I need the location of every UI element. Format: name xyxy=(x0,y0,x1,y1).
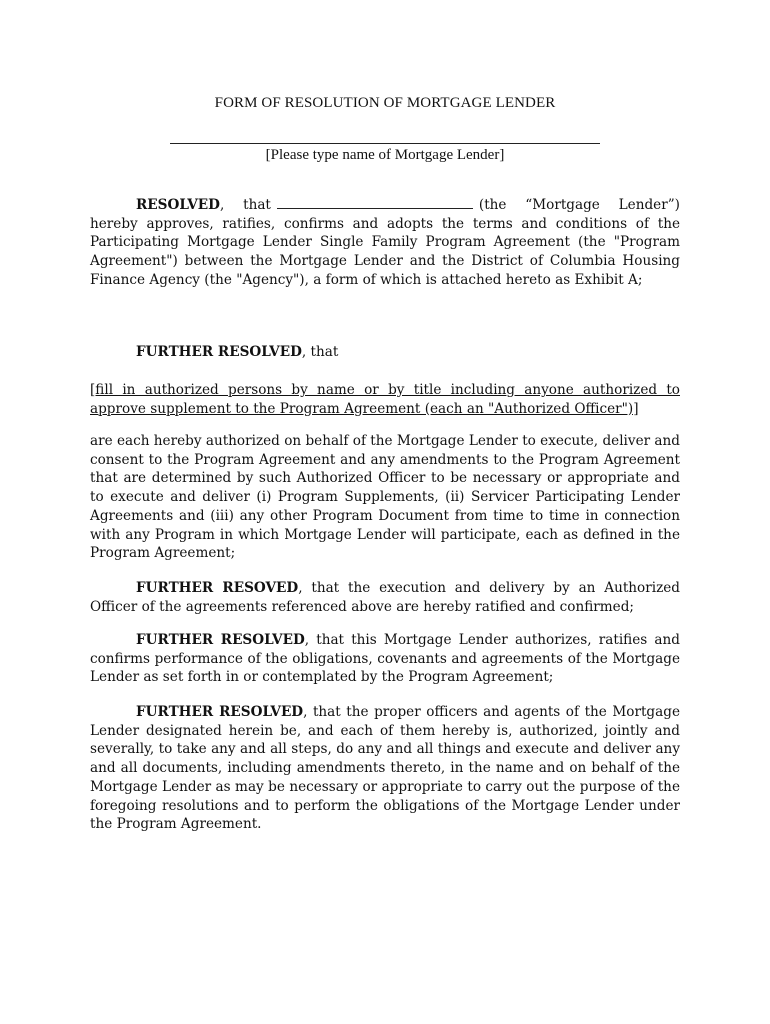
lender-name-line xyxy=(170,143,600,144)
resolution-paragraph-6 xyxy=(90,631,680,687)
resolution-paragraph-2 xyxy=(90,343,680,362)
further-resolved-heading: FURTHER RESOLVED xyxy=(136,344,302,360)
further-resolved-heading-2: FURTHER RESOLVED xyxy=(136,632,305,648)
further-resolved-heading-3: FURTHER RESOLVED xyxy=(136,704,304,720)
resolution-paragraph-1 xyxy=(90,196,680,290)
resolution-paragraph-4: are each hereby authorized on behalf of the Mortgage Lender to execute, deliver and consent to the Program Agreement and any amendments to the Program Agreement that are determined by such Authorized Officer to be necessary or appropriate and to execute and deliver (i) Program Supplements, (ii) Servicer Participating Lender Agreements and (iii) any other Program Document from time to time in connection with any Program in which Mortgage Lender will participate, each as defined in the Program Agreement; xyxy=(90,433,680,562)
authorized-persons-placeholder: [fill in authorized persons by name or by title including anyone authorized to approve supplement to the Program Agreement (each an "Authorized Officer")] xyxy=(90,382,680,417)
resolved-heading: RESOLVED xyxy=(136,197,220,213)
further-resoved-heading: FURTHER RESOVED xyxy=(136,580,299,596)
further-resolved-text: , that xyxy=(301,344,339,360)
resolution-paragraph-7 xyxy=(90,703,680,834)
document-title: FORM OF RESOLUTION OF MORTGAGE LENDER xyxy=(214,95,556,111)
further-resolved-text-2: , that this Mortgage Lender authorizes, ratifies and confirms performance of the obligations, covenants and agreements of the Mortgage Lender as set forth in or contemplated by the Program Agreement; xyxy=(90,632,680,686)
further-resoved-text: , that the execution and delivery by an Authorized Officer of the agreements referenced above are hereby ratified and confirmed; xyxy=(90,580,680,615)
lender-name-hint: [Please type name of Mortgage Lender] xyxy=(265,147,505,163)
lender-name-blank xyxy=(277,196,473,209)
further-resolved-text-3: , that the proper officers and agents of the Mortgage Lender designated herein be, and each of them hereby is, authorized, jointly and severally, to take any and all steps, do any and all things and execute and deliver any and all documents, including amendments thereto, in the name and on behalf of the Mortgage Lender as may be necessary or appropriate to carry out the purpose of the foregoing resolutions and to perform the obligations of the Mortgage Lender under the Program Agreement. xyxy=(90,704,680,833)
resolved-text: (the “Mortgage Lender”) hereby approves, ratifies, confirms and adopts the terms and conditions of the Participating Mortgage Lender Single Family Program Agreement (the "Program Agreement") between the Mortgage Lender and the District of Columbia Housing Finance Agency (the "Agency"), a form of which is attached hereto as Exhibit A; xyxy=(90,197,680,288)
resolution-paragraph-5 xyxy=(90,579,680,616)
resolved-pre-blank: , that xyxy=(219,197,271,213)
